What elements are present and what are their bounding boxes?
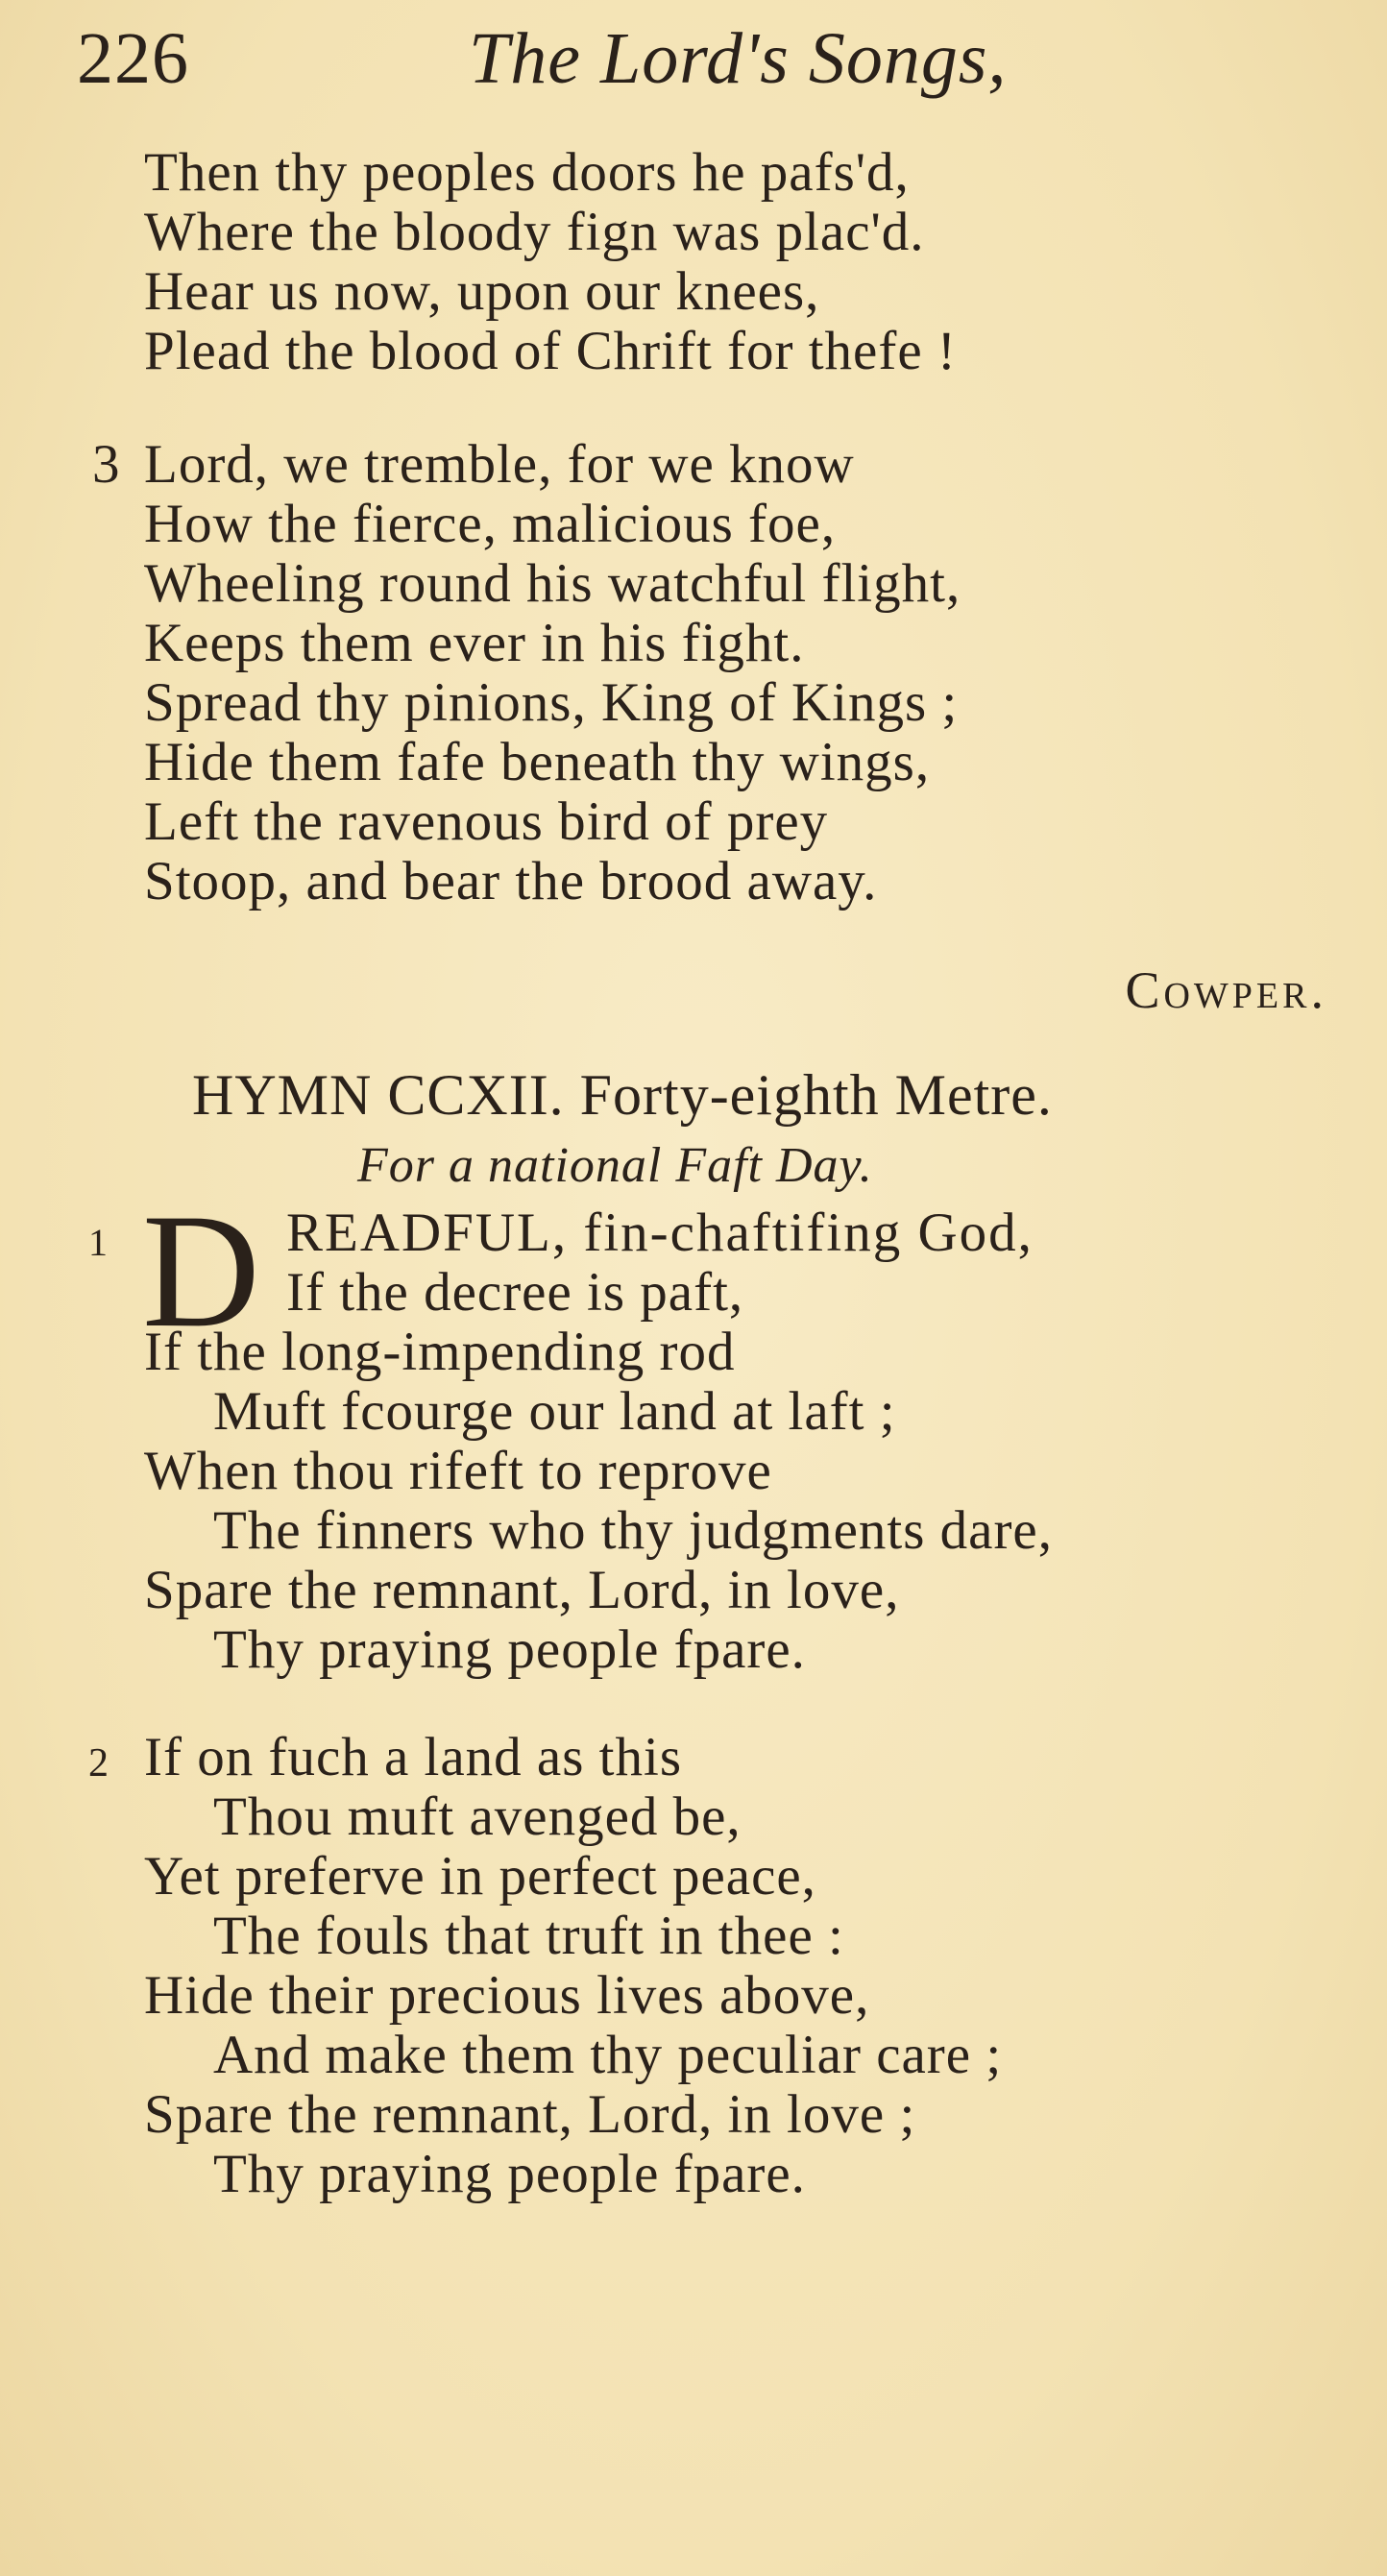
hymn-occasion: For a national Faft Day. xyxy=(357,1138,873,1193)
verse-line: Spare the remnant, Lord, in love, xyxy=(144,1560,900,1620)
verse-line: Wheeling round his watchful flight, xyxy=(144,553,961,614)
verse-line: Keeps them ever in his fight. xyxy=(144,613,805,673)
verse-number: 3 xyxy=(92,434,120,495)
verse-line: If on fuch a land as this xyxy=(144,1727,683,1787)
verse-line: If the long-impending rod xyxy=(144,1322,736,1382)
verse-line: How the fierce, malicious foe, xyxy=(144,494,837,554)
verse-line: READFUL, fin-chaftifing God, xyxy=(286,1203,1034,1263)
verse-line: Thou muft avenged be, xyxy=(213,1786,742,1847)
author-attribution: Cowper. xyxy=(1125,961,1327,1019)
verse-number: 2 xyxy=(88,1741,109,1786)
verse-line: Hide their precious lives above, xyxy=(144,1965,870,2026)
verse-line: Muft fcourge our land at laft ; xyxy=(213,1381,896,1442)
verse-line: Where the bloody fign was plac'd. xyxy=(144,202,925,262)
verse-line: If the decree is paft, xyxy=(286,1262,744,1323)
verse-line: Lord, we tremble, for we know xyxy=(144,434,855,495)
running-title: The Lord's Songs, xyxy=(469,18,1008,99)
hymn-title: HYMN CCXII. Forty-eighth Metre. xyxy=(192,1063,1053,1127)
verse-line: Hear us now, upon our knees, xyxy=(144,261,820,322)
verse-line: And make them thy peculiar care ; xyxy=(213,2025,1003,2085)
verse-line: Thy praying people fpare. xyxy=(213,1619,806,1680)
verse-line: Plead the blood of Chrift for thefe ! xyxy=(144,321,957,381)
verse-line: Hide them fafe beneath thy wings, xyxy=(144,732,931,792)
verse-line: Yet preferve in perfect peace, xyxy=(144,1846,816,1907)
page-header xyxy=(77,17,1326,123)
verse-line: The fouls that truft in thee : xyxy=(213,1906,844,1966)
verse-line: Spread thy pinions, King of Kings ; xyxy=(144,672,959,733)
page-number: 226 xyxy=(77,18,189,99)
verse-line: Left the ravenous bird of prey xyxy=(144,791,829,852)
verse-line: Spare the remnant, Lord, in love ; xyxy=(144,2084,916,2145)
verse-line: Thy praying people fpare. xyxy=(213,2144,806,2204)
verse-line: Then thy peoples doors he pafs'd, xyxy=(144,142,910,203)
verse-line: Stoop, and bear the brood away. xyxy=(144,851,878,911)
drop-cap: D xyxy=(142,1180,260,1361)
verse-line: The finners who thy judgments dare, xyxy=(213,1500,1053,1561)
verse-line: When thou rifeft to reprove xyxy=(144,1441,772,1501)
verse-number: 1 xyxy=(88,1221,108,1264)
